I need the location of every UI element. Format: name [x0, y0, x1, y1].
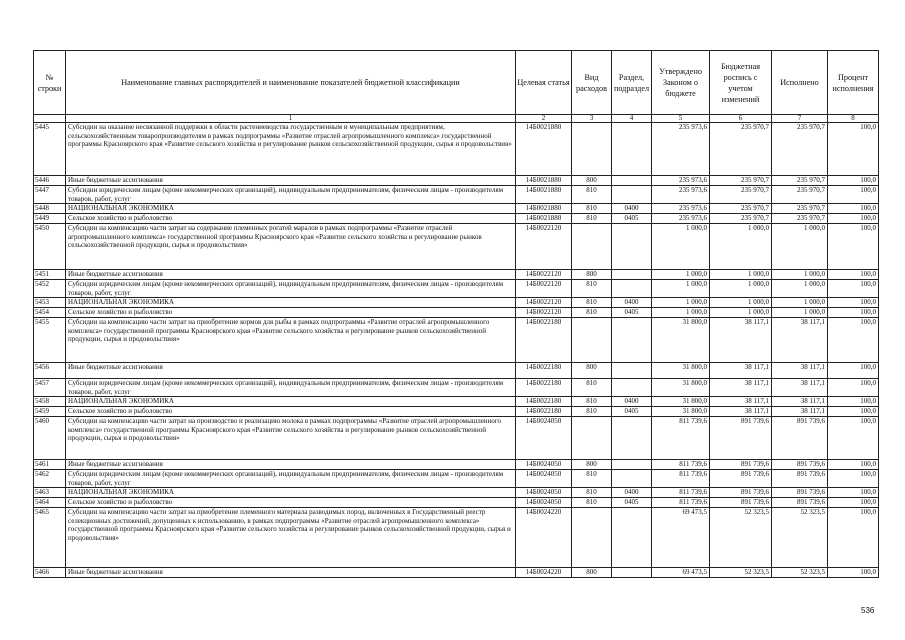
row-name: Субсидии юридическим лицам (кроме некоммерческих организаций), индивидуальным предпринимателям, физическим лицам - производителям товаров, работ, услуг [66, 186, 516, 204]
row-percent: 100,0 [828, 498, 879, 508]
row-target-article: 14Б0022180 [516, 318, 572, 363]
row-name: НАЦИОНАЛЬНАЯ ЭКОНОМИКА [66, 298, 516, 308]
row-budget-list: 52 323,5 [710, 568, 772, 578]
row-number: 5457 [34, 379, 66, 397]
row-executed: 235 970,7 [772, 214, 828, 224]
row-percent: 100,0 [828, 214, 879, 224]
row-number: 5466 [34, 568, 66, 578]
table-row [34, 568, 879, 578]
row-budget-list: 38 117,1 [710, 363, 772, 379]
row-percent: 100,0 [828, 204, 879, 214]
row-expense-type: 800 [572, 176, 612, 186]
row-approved: 811 739,6 [652, 417, 710, 460]
row-name: Сельское хозяйство и рыболовство [66, 407, 516, 417]
table-row [34, 363, 879, 379]
row-section: 0400 [612, 298, 652, 308]
row-approved: 1 000,0 [652, 280, 710, 298]
row-expense-type: 810 [572, 379, 612, 397]
row-expense-type: 800 [572, 270, 612, 280]
row-percent: 100,0 [828, 568, 879, 578]
row-section [612, 176, 652, 186]
row-percent: 100,0 [828, 224, 879, 270]
row-section [612, 123, 652, 176]
row-percent: 100,0 [828, 308, 879, 318]
header-row-no: № строки [34, 51, 66, 115]
row-target-article: 14Б0021880 [516, 176, 572, 186]
table-row [34, 280, 879, 298]
row-target-article: 14Б0022180 [516, 363, 572, 379]
row-executed: 891 739,6 [772, 470, 828, 488]
row-approved: 1 000,0 [652, 308, 710, 318]
row-executed: 235 970,7 [772, 176, 828, 186]
header-budget-list: Бюджетная роспись с учетом изменений [710, 51, 772, 115]
column-index-cell: 8 [828, 115, 879, 123]
row-executed: 38 117,1 [772, 379, 828, 397]
row-target-article: 14Б0022120 [516, 298, 572, 308]
row-percent: 100,0 [828, 407, 879, 417]
row-percent: 100,0 [828, 470, 879, 488]
row-name: Субсидии на оказание несвязанной поддержки в области растениеводства государственным и муниципальным предприятиям, сельскохозяйственным товаропроизводителям в рамках подпрограммы «Развитие отраслей агропромышленного комплекса» государственной программы Красноярского края «Развитие сельского хозяйства и регулирование рынков сельскохозяйственной продукции, сырья и продовольствия» [66, 123, 516, 176]
header-percent: Процент исполнения [828, 51, 879, 115]
row-approved: 1 000,0 [652, 270, 710, 280]
row-section [612, 224, 652, 270]
row-approved: 31 800,0 [652, 363, 710, 379]
row-approved: 1 000,0 [652, 224, 710, 270]
table-row [34, 318, 879, 363]
row-number: 5465 [34, 508, 66, 568]
row-name: Субсидии юридическим лицам (кроме некоммерческих организаций), индивидуальным предпринимателям, физическим лицам - производителям товаров, работ, услуг [66, 280, 516, 298]
row-target-article: 14Б0024220 [516, 568, 572, 578]
row-name: Субсидии на компенсацию части затрат на приобретение племенного материала разводимых пород, включенных в Государственный реестр селекционных достижений, допущенных к использованию, в рамках подпрограммы «Развитие отраслей агропромышленного комплекса» государственной программы Красноярского края «Развитие сельского хозяйства и регулирование рынков сельскохозяйственной продукции, сырья и продовольствия» [66, 508, 516, 568]
row-section [612, 280, 652, 298]
row-approved: 69 473,5 [652, 568, 710, 578]
row-target-article: 14Б0022120 [516, 280, 572, 298]
row-executed: 891 739,6 [772, 460, 828, 470]
row-expense-type: 810 [572, 186, 612, 204]
row-name: Сельское хозяйство и рыболовство [66, 308, 516, 318]
row-percent: 100,0 [828, 270, 879, 280]
row-target-article: 14Б0024050 [516, 470, 572, 488]
row-executed: 52 323,5 [772, 508, 828, 568]
row-name: Субсидии юридическим лицам (кроме некоммерческих организаций), индивидуальным предпринимателям, физическим лицам - производителям товаров, работ, услуг [66, 379, 516, 397]
table-row [34, 308, 879, 318]
row-percent: 100,0 [828, 488, 879, 498]
row-expense-type: 800 [572, 460, 612, 470]
table-row [34, 379, 879, 397]
budget-table [33, 50, 879, 578]
row-percent: 100,0 [828, 280, 879, 298]
row-executed: 235 970,7 [772, 186, 828, 204]
row-budget-list: 891 739,6 [710, 488, 772, 498]
row-section [612, 417, 652, 460]
row-percent: 100,0 [828, 363, 879, 379]
row-target-article: 14Б0022120 [516, 224, 572, 270]
row-number: 5446 [34, 176, 66, 186]
row-target-article: 14Б0021880 [516, 123, 572, 176]
row-expense-type [572, 508, 612, 568]
table-row [34, 214, 879, 224]
row-executed: 38 117,1 [772, 318, 828, 363]
row-number: 5455 [34, 318, 66, 363]
row-percent: 100,0 [828, 379, 879, 397]
row-name: Сельское хозяйство и рыболовство [66, 498, 516, 508]
row-target-article: 14Б0024220 [516, 508, 572, 568]
row-executed: 235 970,7 [772, 204, 828, 214]
table-row [34, 460, 879, 470]
row-expense-type [572, 318, 612, 363]
row-name: Субсидии на компенсацию части затрат на содержание племенных рогатей маралов в рамках подпрограммы «Развитие отраслей агропромышленного комплекса» государственной программы Красноярского края «Развитие сельского хозяйства и регулирование рынков сельскохозяйственной продукции, сырья и продовольствия» [66, 224, 516, 270]
row-budget-list: 38 117,1 [710, 318, 772, 363]
row-percent: 100,0 [828, 417, 879, 460]
row-expense-type: 810 [572, 470, 612, 488]
table-row [34, 186, 879, 204]
row-executed: 1 000,0 [772, 308, 828, 318]
row-target-article: 14Б0021880 [516, 186, 572, 204]
table-row [34, 397, 879, 407]
row-target-article: 14Б0022180 [516, 379, 572, 397]
row-budget-list: 1 000,0 [710, 280, 772, 298]
table-row [34, 488, 879, 498]
header-executed: Исполнено [772, 51, 828, 115]
row-budget-list: 38 117,1 [710, 397, 772, 407]
column-index-cell: 7 [772, 115, 828, 123]
row-percent: 100,0 [828, 460, 879, 470]
row-section [612, 363, 652, 379]
row-budget-list: 1 000,0 [710, 224, 772, 270]
row-name: Сельское хозяйство и рыболовство [66, 214, 516, 224]
table-row [34, 498, 879, 508]
row-number: 5461 [34, 460, 66, 470]
row-section: 0405 [612, 498, 652, 508]
row-expense-type: 800 [572, 363, 612, 379]
row-target-article: 14Б0024050 [516, 460, 572, 470]
row-name: Субсидии юридическим лицам (кроме некоммерческих организаций), индивидуальным предпринимателям, физическим лицам - производителям товаров, работ, услуг [66, 470, 516, 488]
table-row [34, 417, 879, 460]
row-name: НАЦИОНАЛЬНАЯ ЭКОНОМИКА [66, 397, 516, 407]
row-executed: 52 323,5 [772, 568, 828, 578]
row-percent: 100,0 [828, 397, 879, 407]
row-number: 5450 [34, 224, 66, 270]
column-index-cell [34, 115, 66, 123]
row-percent: 100,0 [828, 186, 879, 204]
row-section [612, 379, 652, 397]
row-approved: 235 973,6 [652, 214, 710, 224]
table-body [34, 115, 879, 578]
row-executed: 38 117,1 [772, 407, 828, 417]
row-section: 0405 [612, 407, 652, 417]
row-number: 5456 [34, 363, 66, 379]
row-name: НАЦИОНАЛЬНАЯ ЭКОНОМИКА [66, 204, 516, 214]
row-number: 5454 [34, 308, 66, 318]
row-budget-list: 52 323,5 [710, 508, 772, 568]
table-row [34, 470, 879, 488]
row-section [612, 270, 652, 280]
table-row [34, 270, 879, 280]
row-section: 0400 [612, 488, 652, 498]
row-name: Иные бюджетные ассигнования [66, 460, 516, 470]
row-target-article: 14Б0021880 [516, 204, 572, 214]
row-name: НАЦИОНАЛЬНАЯ ЭКОНОМИКА [66, 488, 516, 498]
row-number: 5464 [34, 498, 66, 508]
row-budget-list: 891 739,6 [710, 460, 772, 470]
table-row [34, 176, 879, 186]
row-number: 5447 [34, 186, 66, 204]
row-name: Иные бюджетные ассигнования [66, 176, 516, 186]
row-executed: 1 000,0 [772, 270, 828, 280]
row-target-article: 14Б0024050 [516, 488, 572, 498]
header-section: Раздел, подраздел [612, 51, 652, 115]
row-approved: 235 973,6 [652, 186, 710, 204]
header-name: Наименование главных распорядителей и наименование показателей бюджетной классификации [66, 51, 516, 115]
row-budget-list: 1 000,0 [710, 308, 772, 318]
row-target-article: 14Б0024050 [516, 417, 572, 460]
row-percent: 100,0 [828, 123, 879, 176]
row-approved: 235 973,6 [652, 204, 710, 214]
row-budget-list: 235 970,7 [710, 204, 772, 214]
row-expense-type: 810 [572, 214, 612, 224]
header-row [34, 51, 879, 115]
table-row [34, 407, 879, 417]
column-index-cell: 1 [66, 115, 516, 123]
row-budget-list: 891 739,6 [710, 470, 772, 488]
row-expense-type: 810 [572, 488, 612, 498]
column-index-cell: 6 [710, 115, 772, 123]
row-expense-type: 810 [572, 498, 612, 508]
row-expense-type: 810 [572, 407, 612, 417]
row-executed: 38 117,1 [772, 363, 828, 379]
row-budget-list: 891 739,6 [710, 417, 772, 460]
row-executed: 1 000,0 [772, 224, 828, 270]
row-executed: 891 739,6 [772, 498, 828, 508]
row-executed: 891 739,6 [772, 488, 828, 498]
row-name: Иные бюджетные ассигнования [66, 363, 516, 379]
row-section [612, 568, 652, 578]
row-approved: 235 973,6 [652, 123, 710, 176]
row-section: 0405 [612, 308, 652, 318]
row-name: Иные бюджетные ассигнования [66, 568, 516, 578]
row-target-article: 14Б0022120 [516, 270, 572, 280]
row-number: 5449 [34, 214, 66, 224]
row-percent: 100,0 [828, 318, 879, 363]
row-budget-list: 235 970,7 [710, 186, 772, 204]
row-target-article: 14Б0022180 [516, 407, 572, 417]
row-percent: 100,0 [828, 176, 879, 186]
row-approved: 811 739,6 [652, 460, 710, 470]
row-number: 5458 [34, 397, 66, 407]
row-number: 5453 [34, 298, 66, 308]
row-approved: 31 800,0 [652, 379, 710, 397]
row-expense-type: 810 [572, 397, 612, 407]
row-number: 5445 [34, 123, 66, 176]
column-index-cell: 4 [612, 115, 652, 123]
row-budget-list: 235 970,7 [710, 176, 772, 186]
row-executed: 1 000,0 [772, 280, 828, 298]
row-expense-type: 810 [572, 280, 612, 298]
row-number: 5448 [34, 204, 66, 214]
row-expense-type [572, 417, 612, 460]
table-row [34, 298, 879, 308]
row-expense-type [572, 224, 612, 270]
row-number: 5451 [34, 270, 66, 280]
row-approved: 235 973,6 [652, 176, 710, 186]
row-target-article: 14Б0024050 [516, 498, 572, 508]
row-number: 5460 [34, 417, 66, 460]
row-expense-type: 810 [572, 308, 612, 318]
row-percent: 100,0 [828, 508, 879, 568]
row-expense-type: 810 [572, 298, 612, 308]
column-index-cell: 2 [516, 115, 572, 123]
row-budget-list: 235 970,7 [710, 214, 772, 224]
row-percent: 100,0 [828, 298, 879, 308]
table-row [34, 508, 879, 568]
row-approved: 31 800,0 [652, 397, 710, 407]
row-section [612, 470, 652, 488]
row-executed: 235 970,7 [772, 123, 828, 176]
row-target-article: 14Б0022120 [516, 308, 572, 318]
row-expense-type [572, 123, 612, 176]
row-approved: 31 800,0 [652, 407, 710, 417]
column-index-row [34, 115, 879, 123]
row-target-article: 14Б0021880 [516, 214, 572, 224]
row-target-article: 14Б0022180 [516, 397, 572, 407]
table-row [34, 123, 879, 176]
row-section: 0400 [612, 397, 652, 407]
table-row [34, 204, 879, 214]
row-name: Субсидии на компенсацию части затрат на производство и реализацию молока в рамках подпрограммы «Развитие отраслей агропромышленного комплекса» государственной программы Красноярского края «Развитие сельского хозяйства и регулирование рынков сельскохозяйственной продукции, сырья и продовольствия» [66, 417, 516, 460]
table-row [34, 224, 879, 270]
row-budget-list: 38 117,1 [710, 407, 772, 417]
row-budget-list: 1 000,0 [710, 270, 772, 280]
row-approved: 811 739,6 [652, 470, 710, 488]
row-approved: 811 739,6 [652, 488, 710, 498]
row-budget-list: 1 000,0 [710, 298, 772, 308]
row-executed: 38 117,1 [772, 397, 828, 407]
row-section [612, 460, 652, 470]
row-expense-type: 810 [572, 204, 612, 214]
row-approved: 31 800,0 [652, 318, 710, 363]
header-expense-type: Вид расходов [572, 51, 612, 115]
row-executed: 1 000,0 [772, 298, 828, 308]
row-approved: 1 000,0 [652, 298, 710, 308]
row-section [612, 186, 652, 204]
header-target-article: Целевая статья [516, 51, 572, 115]
row-budget-list: 891 739,6 [710, 498, 772, 508]
row-budget-list: 38 117,1 [710, 379, 772, 397]
row-name: Субсидии на компенсацию части затрат на приобретение кормов для рыбы в рамках подпрограммы «Развитие отраслей агропромышленного комплекса» государственной программы Красноярского края «Развитие сельского хозяйства и регулирование рынков сельскохозяйственной продукции, сырья и продовольствия» [66, 318, 516, 363]
row-approved: 811 739,6 [652, 498, 710, 508]
row-section: 0400 [612, 204, 652, 214]
row-number: 5459 [34, 407, 66, 417]
row-approved: 69 473,5 [652, 508, 710, 568]
row-name: Иные бюджетные ассигнования [66, 270, 516, 280]
header-approved: Утверждено Законом о бюджете [652, 51, 710, 115]
row-executed: 891 739,6 [772, 417, 828, 460]
row-number: 5462 [34, 470, 66, 488]
row-budget-list: 235 970,7 [710, 123, 772, 176]
column-index-cell: 3 [572, 115, 612, 123]
row-section [612, 508, 652, 568]
budget-page [33, 50, 879, 578]
row-section: 0405 [612, 214, 652, 224]
page-number: 536 [861, 606, 875, 615]
row-section [612, 318, 652, 363]
row-number: 5452 [34, 280, 66, 298]
column-index-cell: 5 [652, 115, 710, 123]
row-number: 5463 [34, 488, 66, 498]
row-expense-type: 800 [572, 568, 612, 578]
